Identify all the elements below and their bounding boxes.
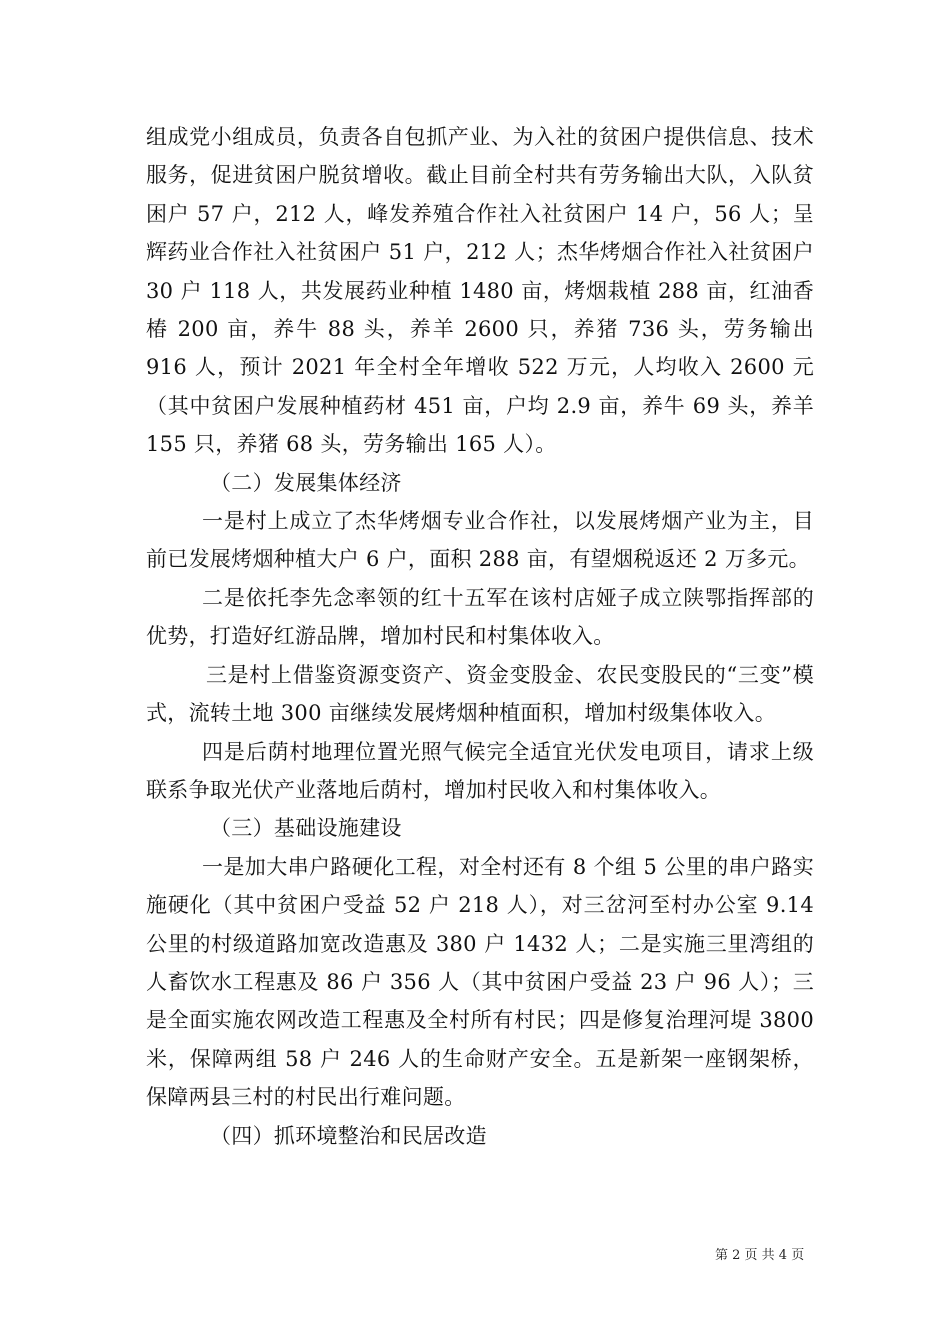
section-heading: （四）抓环境整治和民居改造 — [210, 1123, 487, 1148]
body-paragraph: 四是后荫村地理位置光照气候完全适宜光伏发电项目，请求上级联系争取光伏产业落地后荫村，增加村民收入和村集体收入。 — [146, 739, 814, 802]
body-paragraph: 组成党小组成员，负责各自包抓产业、为入社的贫困户提供信息、技术服务，促进贫困户脱贫增收。截止目前全村共有劳务输出大队，入队贫困户 57 户，212 人，峰发养殖合作社入社贫困户 14 户，56 人；呈辉药业合作社入社贫困户 51 户，212 人；杰华烤烟合作社入社贫困户 30 户 118 人，共发展药业种植 1480 亩，烤烟栽植 288 亩，红油香椿 200 亩，养牛 88 头，养羊 2600 只，养猪 736 头，劳务输出 916 人，预计 2021 年全村全年增收 522 万元，人均收入 2600 元（其中贫困户发展种植药材 451 亩，户均 2.9 亩，养牛 69 头，养羊 155 只，养猪 68 头，劳务输出 165 人）。 — [146, 125, 814, 457]
body-paragraph: 一是村上成立了杰华烤烟专业合作社，以发展烤烟产业为主，目前已发展烤烟种植大户 6 户，面积 288 亩，有望烟税返还 2 万多元。 — [146, 509, 814, 572]
body-paragraph: 一是加大串户路硬化工程，对全村还有 8 个组 5 公里的串户路实施硬化（其中贫困户受益 52 户 218 人），对三岔河至村办公室 9.14 公里的村级道路加宽改造惠及 380 户 1432 人；二是实施三里湾组的人畜饮水工程惠及 86 户 356 人（其中贫困户受益 23 户 96 人）；三是全面实施农网改造工程惠及全村所有村民；四是修复治理河堤 3800 米，保障两组 58 户 246 人的生命财产安全。五是新架一座钢架桥，保障两县三村的村民出行难问题。 — [146, 854, 814, 1110]
body-paragraph: 三是村上借鉴资源变资产、资金变股金、农民变股民的“三变”模式，流转土地 300 亩继续发展烤烟种植面积，增加村级集体收入。 — [146, 662, 814, 726]
section-heading: （二）发展集体经济 — [210, 470, 402, 495]
page-number: 第 2 页 共 4 页 — [715, 1248, 805, 1263]
document-body — [146, 118, 814, 1155]
section-heading: （三）基础设施建设 — [210, 816, 402, 841]
body-paragraph: 二是依托李先念率领的红十五军在该村店娅子成立陕鄂指挥部的优势，打造好红游品牌，增加村民和村集体收入。 — [146, 585, 814, 649]
